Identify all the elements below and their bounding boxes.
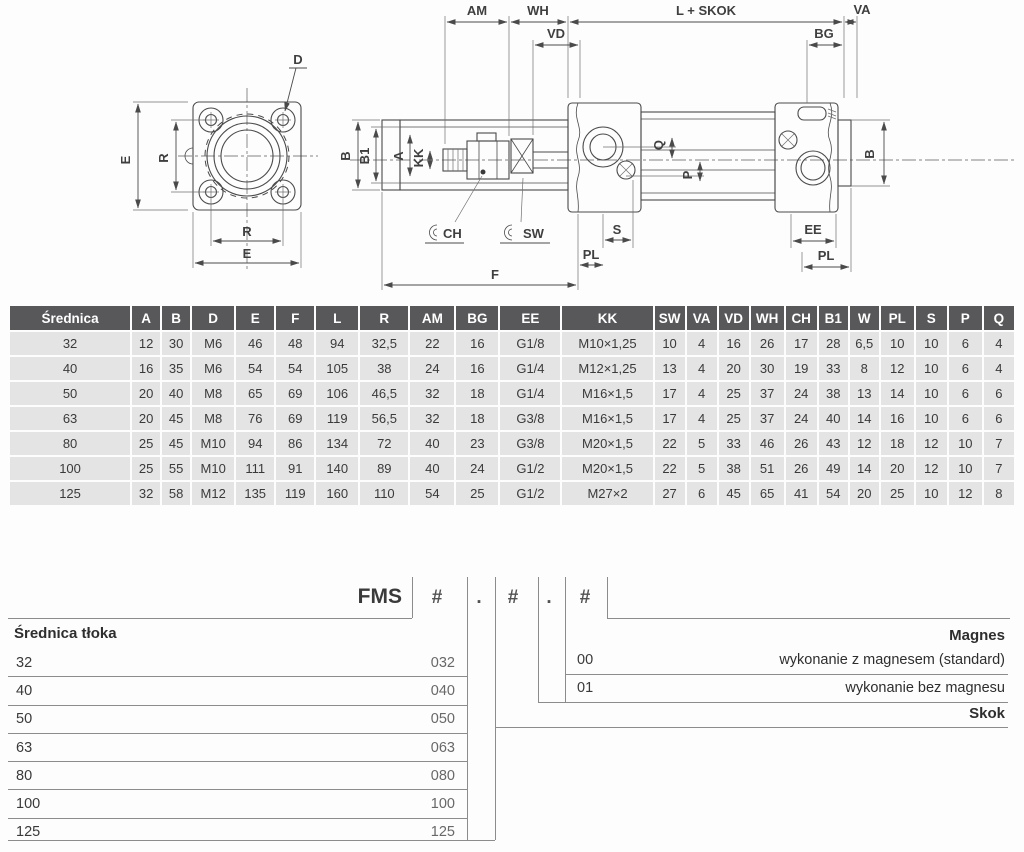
table-cell: 063 [238,733,468,761]
table-cell: 40 [410,432,454,455]
table-cell: 35 [162,357,190,380]
table-cell: 16 [456,332,498,355]
table-cell: 37 [751,382,784,405]
table-cell: M12×1,25 [562,357,652,380]
column-header: KK [562,306,652,330]
column-header: D [192,306,234,330]
table-cell: 6 [949,332,982,355]
table-cell: 22 [655,432,685,455]
table-cell: 5 [687,457,717,480]
table-cell: 40 [8,677,238,705]
table-cell: 10 [916,332,947,355]
table-cell: 20 [719,357,749,380]
column-header: S [916,306,947,330]
piston-rod [443,133,568,179]
table-row [10,457,1014,480]
table-cell: 17 [655,382,685,405]
column-header: Średnica [10,306,130,330]
table-cell: G3/8 [500,407,560,430]
dim-label-ch: CH [443,226,462,241]
code-line [412,577,413,618]
front-head [568,103,641,212]
column-header: B1 [819,306,848,330]
table-cell: 33 [719,432,749,455]
table-cell: 49 [819,457,848,480]
code-line [607,577,608,618]
table-cell: 20 [132,382,160,405]
magnet-option-description: wykonanie bez magnesu [845,680,1005,696]
table-cell: 6 [949,407,982,430]
table-cell: 14 [881,382,914,405]
table-cell: 80 [10,432,130,455]
dim-label-sw: SW [523,226,544,241]
table-cell: 4 [687,332,717,355]
column-header: B [162,306,190,330]
table-cell: 26 [786,457,817,480]
table-cell: 6 [984,407,1014,430]
table-cell: 119 [276,482,314,505]
dim-label-ee: EE [804,222,822,237]
table-cell: 7 [984,457,1014,480]
table-cell: 134 [316,432,358,455]
table-cell: 38 [819,382,848,405]
dim-label-b-left: B [338,151,353,161]
table-cell: 37 [751,407,784,430]
table-cell: 14 [850,407,879,430]
table-cell: 16 [719,332,749,355]
code-line [565,674,1008,675]
dim-label-r-left: R [156,153,171,163]
code-separator-dot-1: . [476,587,482,608]
side-view-drawing [338,2,1015,290]
table-cell: 050 [238,705,468,733]
table-cell: 43 [819,432,848,455]
code-line [538,577,539,702]
column-header: VD [719,306,749,330]
dim-label-f: F [491,267,499,282]
table-row [8,733,467,761]
column-header: EE [500,306,560,330]
table-cell: 45 [162,432,190,455]
table-cell: 24 [786,407,817,430]
column-header: PL [881,306,914,330]
table-cell: 58 [162,482,190,505]
table-row [10,432,1014,455]
table-cell: 25 [132,457,160,480]
table-cell: 24 [786,382,817,405]
table-cell: 32,5 [360,332,408,355]
table-cell: 91 [276,457,314,480]
table-cell: 14 [850,457,879,480]
table-cell: 080 [238,762,468,790]
table-cell: 89 [360,457,408,480]
table-cell: 10 [916,357,947,380]
table-cell: M10 [192,432,234,455]
code-line [8,618,412,619]
table-cell: 13 [850,382,879,405]
column-header: W [850,306,879,330]
table-cell: 6 [687,482,717,505]
dim-label-e-bottom: E [242,246,252,261]
table-cell: 55 [162,457,190,480]
table-cell: 50 [10,382,130,405]
dim-label-am: AM [466,3,488,18]
column-header: P [949,306,982,330]
table-cell: 17 [655,407,685,430]
table-cell: 18 [456,407,498,430]
column-header: A [132,306,160,330]
table-cell: 25 [719,407,749,430]
technical-drawings [0,0,1024,300]
code-line [565,577,566,702]
table-cell: 12 [850,432,879,455]
table-cell: 72 [360,432,408,455]
bore-section-heading: Średnica tłoka [14,625,117,642]
table-cell: 12 [916,432,947,455]
table-cell: 10 [916,407,947,430]
table-cell: 32 [8,649,238,677]
column-header: Q [984,306,1014,330]
table-cell: 100 [8,790,238,818]
table-cell: 111 [236,457,274,480]
table-cell: 63 [10,407,130,430]
table-cell: 19 [786,357,817,380]
table-cell: 46 [236,332,274,355]
table-cell: 125 [16,824,41,841]
bore-options-body [8,649,467,846]
dim-label-a: A [391,151,406,161]
table-cell: 69 [276,407,314,430]
magnet-section-heading: Magnes [949,627,1005,644]
table-cell: 10 [916,382,947,405]
table-cell: 4 [687,357,717,380]
table-cell: 12 [949,482,982,505]
column-header: AM [410,306,454,330]
table-cell: 040 [238,677,468,705]
table-cell: G3/8 [500,432,560,455]
column-header: L [316,306,358,330]
table-cell: 80 [8,762,238,790]
table-cell: 106 [316,382,358,405]
table-cell: 24 [456,457,498,480]
table-cell: M8 [192,407,234,430]
table-cell: 16 [132,357,160,380]
dim-label-p: P [680,170,695,180]
bore-options-table [8,649,467,846]
dim-label-e-left: E [118,155,133,165]
table-cell: M10×1,25 [562,332,652,355]
dim-label-b-right: B [862,149,877,159]
table-header-row [10,306,1014,330]
dim-label-q: Q [651,139,666,151]
table-cell: 26 [786,432,817,455]
table-row [10,357,1014,380]
table-cell: G1/2 [500,482,560,505]
table-cell: M6 [192,357,234,380]
table-cell: 10 [949,432,982,455]
table-cell: 65 [236,382,274,405]
table-cell: 20 [850,482,879,505]
table-cell: M16×1,5 [562,407,652,430]
table-cell: M6 [192,332,234,355]
table-cell: 40 [410,457,454,480]
table-cell: 50 [8,705,238,733]
table-cell: 25 [132,432,160,455]
table-cell: 12 [881,357,914,380]
column-header: SW [655,306,685,330]
table-cell: 30 [751,357,784,380]
table-cell: G1/2 [500,457,560,480]
column-header: R [360,306,408,330]
table-cell: 23 [456,432,498,455]
table-cell: 38 [719,457,749,480]
code-separator-dot-2: . [546,587,552,608]
dim-label-kk: KK [411,148,426,168]
table-cell: 48 [276,332,314,355]
table-cell: 6 [984,382,1014,405]
table-cell: 10 [949,457,982,480]
table-cell: 140 [316,457,358,480]
table-cell: 45 [719,482,749,505]
table-cell: 65 [751,482,784,505]
table-row [8,649,467,677]
table-cell: 40 [162,382,190,405]
table-cell: 54 [276,357,314,380]
code-line [495,727,1008,728]
magnet-option-description: wykonanie z magnesem (standard) [779,652,1005,668]
table-cell: 69 [276,382,314,405]
dim-label-vd: VD [546,26,566,41]
table-cell: 100 [10,457,130,480]
table-cell: 46,5 [360,382,408,405]
table-cell: 32 [410,407,454,430]
table-cell: 45 [162,407,190,430]
dim-label-bg: BG [814,26,834,41]
table-cell: 6,5 [850,332,879,355]
table-cell: 22 [410,332,454,355]
dim-label-l-skok: L + SKOK [675,3,737,18]
table-cell: 032 [238,649,468,677]
table-cell: 16 [881,407,914,430]
table-cell: 8 [984,482,1014,505]
table-cell: 125 [430,824,455,841]
stroke-section-heading: Skok [969,705,1005,722]
table-cell: 32 [410,382,454,405]
dim-label-pl-left: PL [582,247,600,262]
table-row [8,790,467,818]
table-cell: 7 [984,432,1014,455]
table-row [8,677,467,705]
column-header: F [276,306,314,330]
table-cell: 12 [916,457,947,480]
table-cell: 105 [316,357,358,380]
dim-label-b1: B1 [357,147,372,165]
table-cell: 6 [949,382,982,405]
table-cell: 24 [410,357,454,380]
table-cell: 86 [276,432,314,455]
code-line [607,618,1010,619]
table-cell: G1/4 [500,382,560,405]
table-cell: 56,5 [360,407,408,430]
table-cell: 32 [132,482,160,505]
table-cell: 38 [360,357,408,380]
table-cell: G1/4 [500,357,560,380]
table-cell: 28 [819,332,848,355]
table-cell: 135 [236,482,274,505]
column-header: VA [687,306,717,330]
table-cell: G1/8 [500,332,560,355]
table-cell: M20×1,5 [562,457,652,480]
table-cell: 4 [687,407,717,430]
table-row [10,382,1014,405]
column-header: E [236,306,274,330]
dim-label-s: S [612,222,622,237]
order-code-prefix: FMS [357,585,402,608]
table-cell: 33 [819,357,848,380]
table-cell: 16 [456,357,498,380]
table-cell: 12 [132,332,160,355]
table-cell: 4 [984,332,1014,355]
magnet-option-code: 01 [577,680,594,696]
table-cell: 100 [238,790,468,818]
table-cell: 8 [850,357,879,380]
column-header: CH [786,306,817,330]
table-cell: 63 [8,733,238,761]
table-cell: 17 [786,332,817,355]
rear-head [775,103,851,212]
table-cell: 51 [751,457,784,480]
table-cell: 22 [655,457,685,480]
table-cell: 25 [719,382,749,405]
table-cell: M20×1,5 [562,432,652,455]
table-row [10,332,1014,355]
table-cell: 110 [360,482,408,505]
table-cell: 18 [881,432,914,455]
code-line [538,702,1008,703]
magnet-option-code: 00 [577,652,594,668]
table-cell: 160 [316,482,358,505]
table-cell: M10 [192,457,234,480]
column-header: BG [456,306,498,330]
dim-label-d: D [293,52,303,67]
table-cell: 54 [236,357,274,380]
table-cell: 94 [316,332,358,355]
dim-label-r-bottom: R [242,224,252,239]
table-row [8,762,467,790]
table-cell: 20 [132,407,160,430]
table-cell: M16×1,5 [562,382,652,405]
table-cell: 94 [236,432,274,455]
table-cell: M8 [192,382,234,405]
table-cell: 54 [819,482,848,505]
table-cell: 25 [456,482,498,505]
table-cell: M27×2 [562,482,652,505]
table-cell: 10 [916,482,947,505]
table-cell: 25 [881,482,914,505]
dimensions-table [8,304,1016,507]
table-cell: 125 [10,482,130,505]
table-cell: 4 [687,382,717,405]
wrench-symbol-sw [504,225,512,240]
table-cell: 32 [10,332,130,355]
table-row [10,482,1014,505]
barrel [641,112,775,200]
dim-label-wh: WH [527,3,549,18]
table-cell: 4 [984,357,1014,380]
code-line [467,577,468,840]
table-cell: 119 [316,407,358,430]
table-cell: 13 [655,357,685,380]
table-cell: 20 [881,457,914,480]
table-cell: M12 [192,482,234,505]
table-cell: 54 [410,482,454,505]
table-cell: 10 [881,332,914,355]
code-placeholder-magnet: # [579,587,591,608]
table-cell: 30 [162,332,190,355]
table-body [10,332,1014,505]
table-cell: 40 [10,357,130,380]
table-cell: 76 [236,407,274,430]
table-cell: 27 [655,482,685,505]
code-line [495,577,496,840]
wrench-symbol-ch [429,225,437,240]
table-cell: 10 [655,332,685,355]
table-row [8,818,467,846]
dim-label-pl-right: PL [817,248,835,263]
front-view-drawing [118,52,318,270]
dim-label-va: VA [853,2,871,17]
table-cell: 18 [456,382,498,405]
table-row [10,407,1014,430]
table-cell: 41 [786,482,817,505]
table-cell: 5 [687,432,717,455]
code-placeholder-bore: # [431,587,443,608]
table-cell: 6 [949,357,982,380]
table-cell: 46 [751,432,784,455]
table-cell: 40 [819,407,848,430]
table-cell: 26 [751,332,784,355]
code-placeholder-stroke: # [507,587,519,608]
table-row [8,705,467,733]
column-header: WH [751,306,784,330]
